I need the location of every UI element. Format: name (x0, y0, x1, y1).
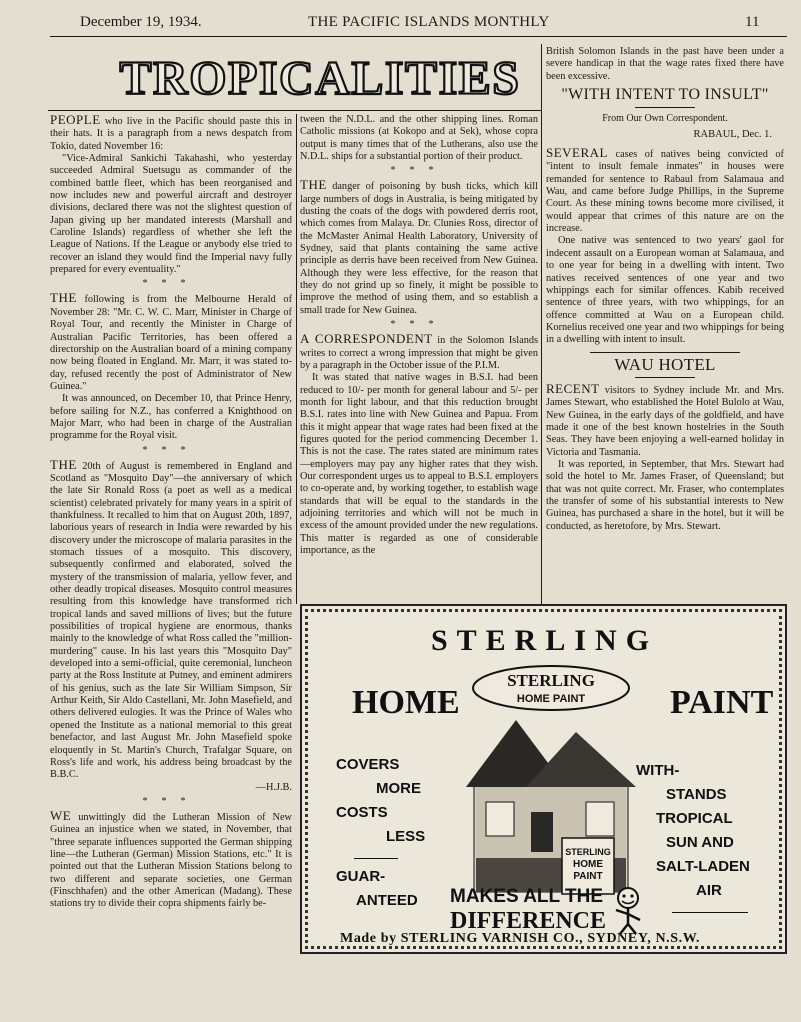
ad-copy-sun: SUN AND (666, 834, 734, 851)
short-rule (635, 107, 695, 108)
svg-text:STERLING: STERLING (507, 671, 595, 690)
separator-stars: *** (142, 795, 200, 807)
paragraph: It was reported, in September, that Mrs. Stewart had sold the hotel to Mr. James Fraser, of Queensland; but that was not quite correct. Mr. Fraser, who contemplates the transfer of some of his substantial interests to New Guinea, has purchased a share in the hotel, but it will be conducted, as heretofore, by Mrs. Stewart. (546, 458, 784, 532)
ad-slogan-line1: MAKES ALL THE (450, 886, 604, 907)
paragraph: It was announced, on December 10, that Prince Henry, before sailing for N.Z., has conferred a Knighthood on Major Marr, who had been in charge of the Australian programme for the Royal visit. (50, 393, 292, 442)
paragraph: tween the N.D.L. and the other shipping lines. Roman Catholic missions (at Kokopo and at Sek), whose copra output is many times that of the Lutherans, also use the N.D.L. ships for a substantial portion of their product. (300, 114, 538, 163)
header-rule (50, 36, 787, 37)
sterling-paint-advertisement (300, 604, 787, 954)
paragraph: RECENT visitors to Sydney include Mr. and Mrs. James Stewart, who established the Hotel Bulolo at Wau, New Guinea, in the early days of the goldfield, and have made it one of the best known hostelries in the South Seas. They have been enjoying a well-earned holiday in Victoria and Tasmania. (546, 380, 784, 458)
ad-copy-more: MORE (376, 780, 421, 797)
separator-stars: *** (142, 444, 200, 456)
short-rule (590, 352, 740, 353)
paragraph: THE 20th of August is remembered in England and Scotland as "Mosquito Day"—the anniversary of which the late Sir Ronald Ross (a poet as well as a medical scientist) celebrated privately for many years in a spirit of thankfulness. It recalled to him that on August 20th, 1897, laborious years of research in India were rewarded by his discovery under the microscope of malaria parasites in the stomach tissues of a mosquito. This discovery, subsequently confirmed and elaborated, solved the mystery of the transmission of malaria, yellow fever, and other deadly tropical diseases. Mosquito control measures resulting from this knowledge have transformed rich tropical lands and saved millions of lives; but the future possibilities of tropical hygiene are enormous, thanks mainly to the knowledge of what Ross called the "million-murdering" cause. In his last years this "Mosquito Day" developed into a semi-official, quite ceremonial, luncheon party at the Ross Institute at Putney, and eminent admirers of his genius, such as the late Sir William Simpson, Sir Arthur Keith, Sir Aldo Castellani, Mr. John Masefield, and others delivered eulogies. It was the Prince of Wales who opened the Institute as a national memorial to this great benefactor, and last August Mr. John Masefield spoke eloquently in St. Martin's Church, Trafalgar Square, on Ross's life and work, his address being broadcast by the B.B.C. (50, 456, 292, 781)
paragraph: THE following is from the Melbourne Herald of November 28: "Mr. C. W. C. Marr, Minister in Charge of Royal Tour, and recently the Minister in Charge of Australian Pacific Territories, has been offered a directorship on the Australian board of a mining company now being floated in England. Mr. Marr, it was stated to-day, refused recently the post of Administrator of New Guinea." (50, 290, 292, 392)
svg-text:PAINT: PAINT (573, 871, 603, 882)
issue-date: December 19, 1934. (80, 14, 202, 30)
paragraph: PEOPLE who live in the Pacific should paste this in their hats. It is a paragraph from a news despatch from Tokio, dated November 16: (50, 114, 292, 152)
paragraph: A CORRESPONDENT in the Solomon Islands writes to correct a wrong impression that might be given by a paragraph in the October issue of the P.I.M. (300, 331, 538, 371)
separator-stars: *** (142, 278, 200, 290)
paragraph: It was stated that native wages in B.S.I. had been reduced to 10/- per month for general labour and 5/- per month for light labour, and that this reduction brought B.S.I. rates into line with New Guinea and Papua. From this it might appear that wage rates had been fixed at the figures quoted for the period commencing December 1. This is not the case. The rates stated are minimum rates—employers may pay any higher rates that they wish. Our correspondent urges us to appeal to B.S.I. employers to co-operate and, by working together, to establish wage standards that will be equal to the standards in the adjoining territories and which will not be much in excess of the amount provided under the new regulations. This matter is regarded as one of considerable importance, as the (300, 372, 538, 556)
paragraph: THE danger of poisoning by bush ticks, which kill large numbers of dogs in Australia, is being mitigated by dusting the coats of the dogs with powdered derris root, which comes from Malaya. Dr. Clunies Ross, director of the McMaster Animal Health Laboratory, University of Sydney, said that plants containing the same active principle as derris have been received from New Guinea. Although they were less effective, for the reason that they do not grind up so finely, it might be possible to improve the method of using them, and so establish a small trade for New Guinea. (300, 177, 538, 316)
column-2 (300, 114, 538, 602)
house-illustration (466, 662, 636, 908)
signature: —H.J.B. (255, 781, 292, 793)
dropcap-text: PEOPLE (50, 114, 101, 127)
publication-title: THE PACIFIC ISLANDS MONTHLY (308, 14, 550, 30)
ad-copy-with: WITH- (636, 762, 680, 779)
ad-slogan-line2: DIFFERENCE (450, 908, 607, 934)
svg-text:STERLING: STERLING (565, 847, 611, 857)
ad-copy-guar: GUAR- (336, 868, 386, 885)
svg-text:TROPICALITIES: TROPICALITIES (119, 52, 521, 105)
paragraph: British Solomon Islands in the past have been under a severe handicap in that the wage rates fixed there have been excessive. (546, 46, 784, 82)
headline-intent-to-insult: "WITH INTENT TO INSULT" (561, 86, 769, 104)
separator-stars: *** (390, 319, 448, 331)
headline-wau-hotel: WAU HOTEL (614, 354, 716, 374)
column-1 (50, 114, 292, 1010)
ad-copy-salt: SALT-LADEN (656, 858, 750, 875)
ad-rule (354, 858, 398, 859)
svg-text:HOME PAINT: HOME PAINT (516, 693, 586, 705)
column-divider (541, 44, 542, 604)
byline: From Our Own Correspondent. (602, 113, 728, 125)
ad-copy-stands: STANDS (666, 786, 727, 803)
paragraph: "Vice-Admiral Sankichi Takahashi, who yesterday succeeded Admiral Suetsugu as commander of the combined battle fleet, which has been reorganised and now includes new and powerful aircraft and destroyer divisions, declared there was not the slightest question of Japan giving up her mandated interests (Marshall and Caroline Islands) regardless of whether she left the League of Nations. If the League or anybody else tried to recover an island they would find the Imperial navy fully prepared for every eventuality." (50, 153, 292, 276)
ad-rule (672, 912, 748, 913)
title-rule (48, 110, 541, 111)
ad-copy-covers: COVERS (336, 756, 400, 773)
mascot-figure (610, 886, 646, 936)
ad-copy-anteed: ANTEED (356, 892, 418, 909)
paragraph: SEVERAL cases of natives being convicted of "intent to insult female inmates" in houses were remanded for sentence to Rabaul from Salamaua and Wau, and came before Judge Phillips, in the Supreme Court. As these mining towns become more civilised, it would appear that crimes of this nature are on the increase. (546, 145, 784, 235)
ad-word-paint: PAINT (670, 684, 774, 721)
section-title (110, 48, 530, 106)
column-divider (296, 114, 297, 604)
paragraph: WE unwittingly did the Lutheran Mission of New Guinea an injustice when we stated, in November, that "three separate influences supported the German shipping line—the Lutheran (German) Mission Stations, etc." It is pointed out that the Lutheran Mission Stations belong to two different and separate societies, one German (Finschhafen) and the other American (Madang). These stations try to divide their copra shipments fairly be- (50, 807, 292, 910)
ad-word-home: HOME (352, 684, 460, 721)
ad-copy-air: AIR (696, 882, 722, 899)
short-rule (635, 377, 695, 378)
ad-copy-less: LESS (386, 828, 426, 845)
svg-text:HOME: HOME (573, 859, 603, 870)
ad-footer: Made by STERLING VARNISH CO., SYDNEY, N.S.W. (340, 931, 701, 946)
separator-stars: *** (390, 165, 448, 177)
dateline: RABAUL, Dec. 1. (693, 128, 772, 140)
ad-copy-tropical: TROPICAL (656, 810, 733, 827)
page-number: 11 (745, 14, 760, 30)
ad-copy-costs: COSTS (336, 804, 388, 821)
column-3 (546, 46, 784, 602)
paragraph: One native was sentenced to two years' gaol for indecent assault on a European woman at Salamaua, and to one year for being in a dwelling with intent. Two natives received sentences of one year and two whippings each for similar offences. Kabib received sentence of three years, with two whippings, for an offence committed at Wau on a European child. Kornelius received one year and two whippings for being in a dwelling with intent to insult. (546, 235, 784, 346)
ad-brand: STERLING (430, 624, 659, 657)
